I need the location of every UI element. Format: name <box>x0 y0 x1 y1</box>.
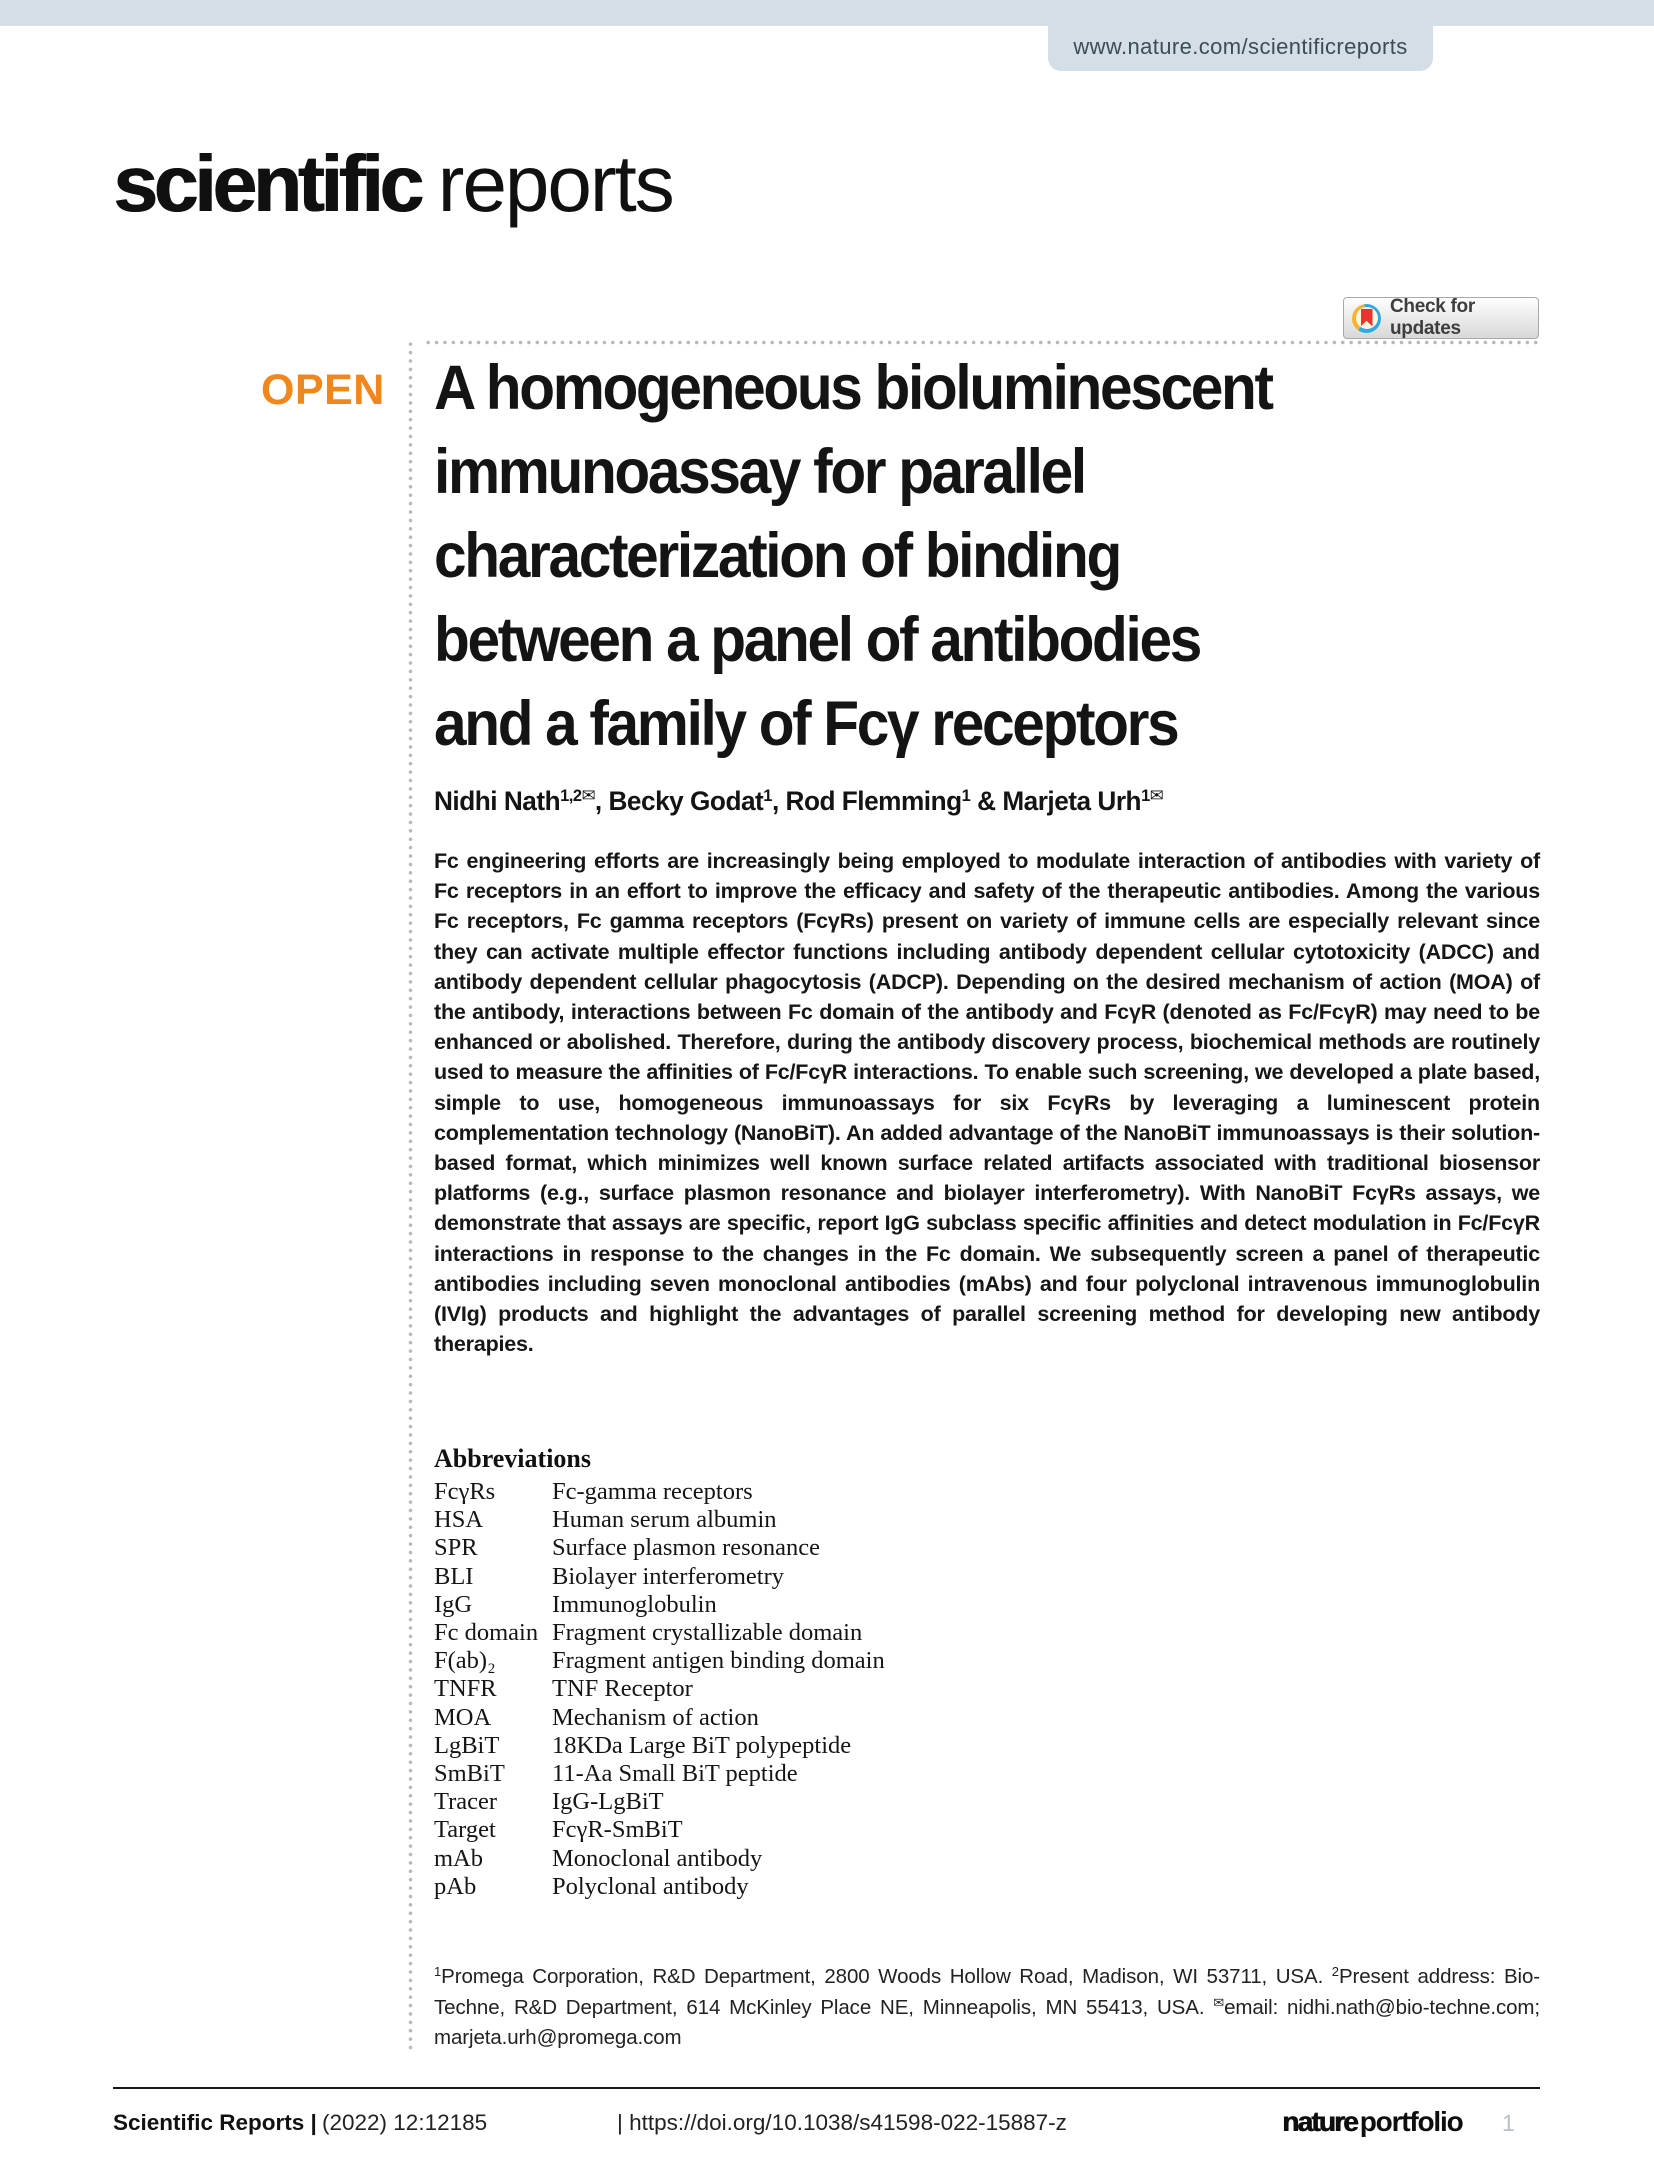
crossmark-icon <box>1352 304 1381 333</box>
title-line: A homogeneous bioluminescent <box>434 353 1272 423</box>
abbreviation-row <box>434 1845 885 1873</box>
abbreviation-row <box>434 1704 885 1732</box>
abbreviation-term: Target <box>434 1816 496 1844</box>
article-title <box>434 346 1559 766</box>
brand-portfolio: portfolio <box>1359 2106 1463 2137</box>
title-line: characterization of binding <box>434 521 1120 591</box>
abbreviation-term: LgBiT <box>434 1731 500 1759</box>
abbreviation-definition: Biolayer interferometry <box>552 1562 784 1590</box>
abbreviation-term: mAb <box>434 1844 483 1872</box>
abbreviation-row <box>434 1675 885 1703</box>
abbreviation-definition: Fc-gamma receptors <box>552 1478 753 1505</box>
title-line: between a panel of antibodies <box>434 605 1201 675</box>
abbreviation-term: FcγRs <box>434 1478 496 1505</box>
author: , Rod Flemming$^1$ <box>771 786 971 816</box>
abbreviation-row <box>434 1506 885 1534</box>
page-number: 1 <box>1502 2110 1515 2136</box>
check-for-updates-badge[interactable] <box>1343 297 1539 339</box>
abbreviation-definition: 18KDa Large BiT polypeptide <box>552 1731 852 1759</box>
abbreviation-row <box>434 1534 885 1562</box>
affiliations-footnote <box>434 1962 1540 2054</box>
open-access-label: OPEN <box>261 366 385 414</box>
abbreviation-row <box>434 1591 885 1619</box>
author-affiliation-sup: 1 <box>763 786 772 805</box>
abbreviation-definition: Immunoglobulin <box>552 1590 717 1618</box>
author-affiliation-sup: 1 <box>961 786 971 805</box>
abbreviations-list <box>434 1478 885 1901</box>
abbreviation-term: F(ab)₂ <box>434 1647 496 1675</box>
abbreviations-heading: Abbreviations <box>434 1444 591 1473</box>
email-envelope-icon: ✉ <box>1213 1994 1225 2010</box>
abbreviation-term: HSA <box>434 1506 484 1534</box>
abbreviation-term: Tracer <box>434 1788 498 1816</box>
journal-logo-secondary: reports <box>437 139 673 228</box>
abbreviation-definition: Human serum albumin <box>552 1506 777 1534</box>
footnote-segment: $^2$Present address: Bio-Techne, R&D Department, 614 McKinley Place NE, Minneapolis, MN 55413, USA. <box>434 1964 1540 2019</box>
dotted-border-left <box>408 340 413 2052</box>
abbreviation-term: MOA <box>434 1703 492 1731</box>
abstract-paragraph: Fc engineering efforts are increasingly being employed to modulate interaction of antibodies with variety of Fc receptors in an effort to improve the efficacy and safety of the therapeutic antibodies. Among the various Fc receptors, Fc gamma receptors (FcγRs) present on variety of immune cells are especially relevant since they can activate multiple effector functions including antibody dependent cellular cytotoxicity (ADCC) and antibody dependent cellular phagocytosis (ADCP). Depending on the desired mechanism of action (MOA) of the antibody, interactions between Fc domain of the antibody and FcγR (denoted as Fc/FcγR) may need to be enhanced or abolished. Therefore, during the antibody discovery process, biochemical methods are routinely used to measure the affinities of Fc/FcγR interactions. To enable such screening, we developed a plate based, simple to use, homogeneous immunoassays for six FcγRs by leveraging a luminescent protein complementation technology (NanoBiT). An added advantage of the NanoBiT immunoassays is their solution-based format, which minimizes well known surface related artifacts associated with traditional biosensor platforms (e.g., surface plasmon resonance and biolayer interferometry). With NanoBiT FcγRs assays, we demonstrate that assays are specific, report IgG subclass specific affinities and detect modulation in Fc/FcγR interactions in response to the changes in the Fc domain. We subsequently screen a panel of therapeutic antibodies including seven monoclonal antibodies (mAbs) and four polyclonal intravenous immunoglobulin (IVIg) products and highlight the advantages of parallel screening method for developing new antibody therapies. <box>434 849 1540 1357</box>
site-url-text: www.nature.com/scientificreports <box>1073 34 1408 59</box>
abbreviation-term: pAb <box>434 1872 477 1900</box>
abbreviation-row <box>434 1816 885 1844</box>
abbreviation-row <box>434 1563 885 1591</box>
abbreviation-term: IgG <box>434 1590 473 1618</box>
nature-portfolio-logo <box>1282 2106 1463 2138</box>
dotted-border-top <box>424 340 1540 345</box>
abbreviation-row <box>434 1619 885 1647</box>
affiliation-sup: 2 <box>1331 1964 1339 1979</box>
author-affiliation-sup: 1✉ <box>1141 786 1164 805</box>
site-url-tab[interactable] <box>1048 0 1433 71</box>
journal-logo-primary: scientific <box>113 139 420 228</box>
abbreviation-definition: TNF Receptor <box>552 1675 693 1703</box>
footer-rule <box>113 2087 1540 2089</box>
footer-journal-name: Scientific Reports | <box>113 2110 317 2135</box>
title-line: immunoassay for parallel <box>434 437 1085 507</box>
abbreviation-definition: Surface plasmon resonance <box>552 1534 821 1562</box>
email-text[interactable]: email: nidhi.nath@bio-techne.com; marjeta.urh@promega.com <box>434 1995 1540 2049</box>
brand-nature: nature <box>1282 2106 1357 2137</box>
abbreviation-definition: Polyclonal antibody <box>552 1872 749 1900</box>
abbreviation-definition: FcγR-SmBiT <box>552 1816 683 1844</box>
abbreviation-definition: IgG-LgBiT <box>552 1788 664 1816</box>
footer-citation: (2022) 12:12185 <box>322 2110 488 2135</box>
check-for-updates-label: Check for updates <box>1390 296 1475 339</box>
abbreviation-definition: Mechanism of action <box>552 1703 759 1731</box>
abbreviation-term: SmBiT <box>434 1760 505 1788</box>
abbreviation-row <box>434 1647 885 1675</box>
abbreviation-row <box>434 1873 885 1901</box>
title-line: and a family of Fcγ receptors <box>434 689 1178 759</box>
abbreviation-row <box>434 1788 885 1816</box>
footnote-segment: $^1$Promega Corporation, R&D Department, 2800 Woods Hollow Road, Madison, WI 53711, USA. <box>434 1964 1332 1988</box>
abbreviation-definition: Fragment antigen binding domain <box>552 1647 885 1675</box>
author: & Marjeta Urh$^{1✉}$ <box>970 786 1164 816</box>
abbreviation-row <box>434 1478 885 1506</box>
journal-logo <box>113 138 673 230</box>
author: Nidhi Nath$^{1,2✉}$ <box>434 786 595 816</box>
abbreviation-definition: Monoclonal antibody <box>552 1844 763 1872</box>
authors-line <box>434 786 1511 817</box>
abbreviation-row <box>434 1760 885 1788</box>
abbreviation-term: SPR <box>434 1534 478 1562</box>
affiliation-sup: 1 <box>434 1964 442 1979</box>
author: , Becky Godat$^1$ <box>594 786 772 816</box>
footer-doi-link[interactable]: | https://doi.org/10.1038/s41598-022-15887-z <box>617 2110 1067 2135</box>
abbreviation-row <box>434 1732 885 1760</box>
abbreviation-term: BLI <box>434 1562 474 1590</box>
abbreviation-definition: Fragment crystallizable domain <box>552 1619 863 1647</box>
abbreviation-definition: 11-Aa Small BiT peptide <box>552 1760 798 1788</box>
abbreviation-term: TNFR <box>434 1675 497 1703</box>
abbreviation-term: Fc domain <box>434 1619 539 1647</box>
author-affiliation-sup: 1,2✉ <box>560 786 595 805</box>
